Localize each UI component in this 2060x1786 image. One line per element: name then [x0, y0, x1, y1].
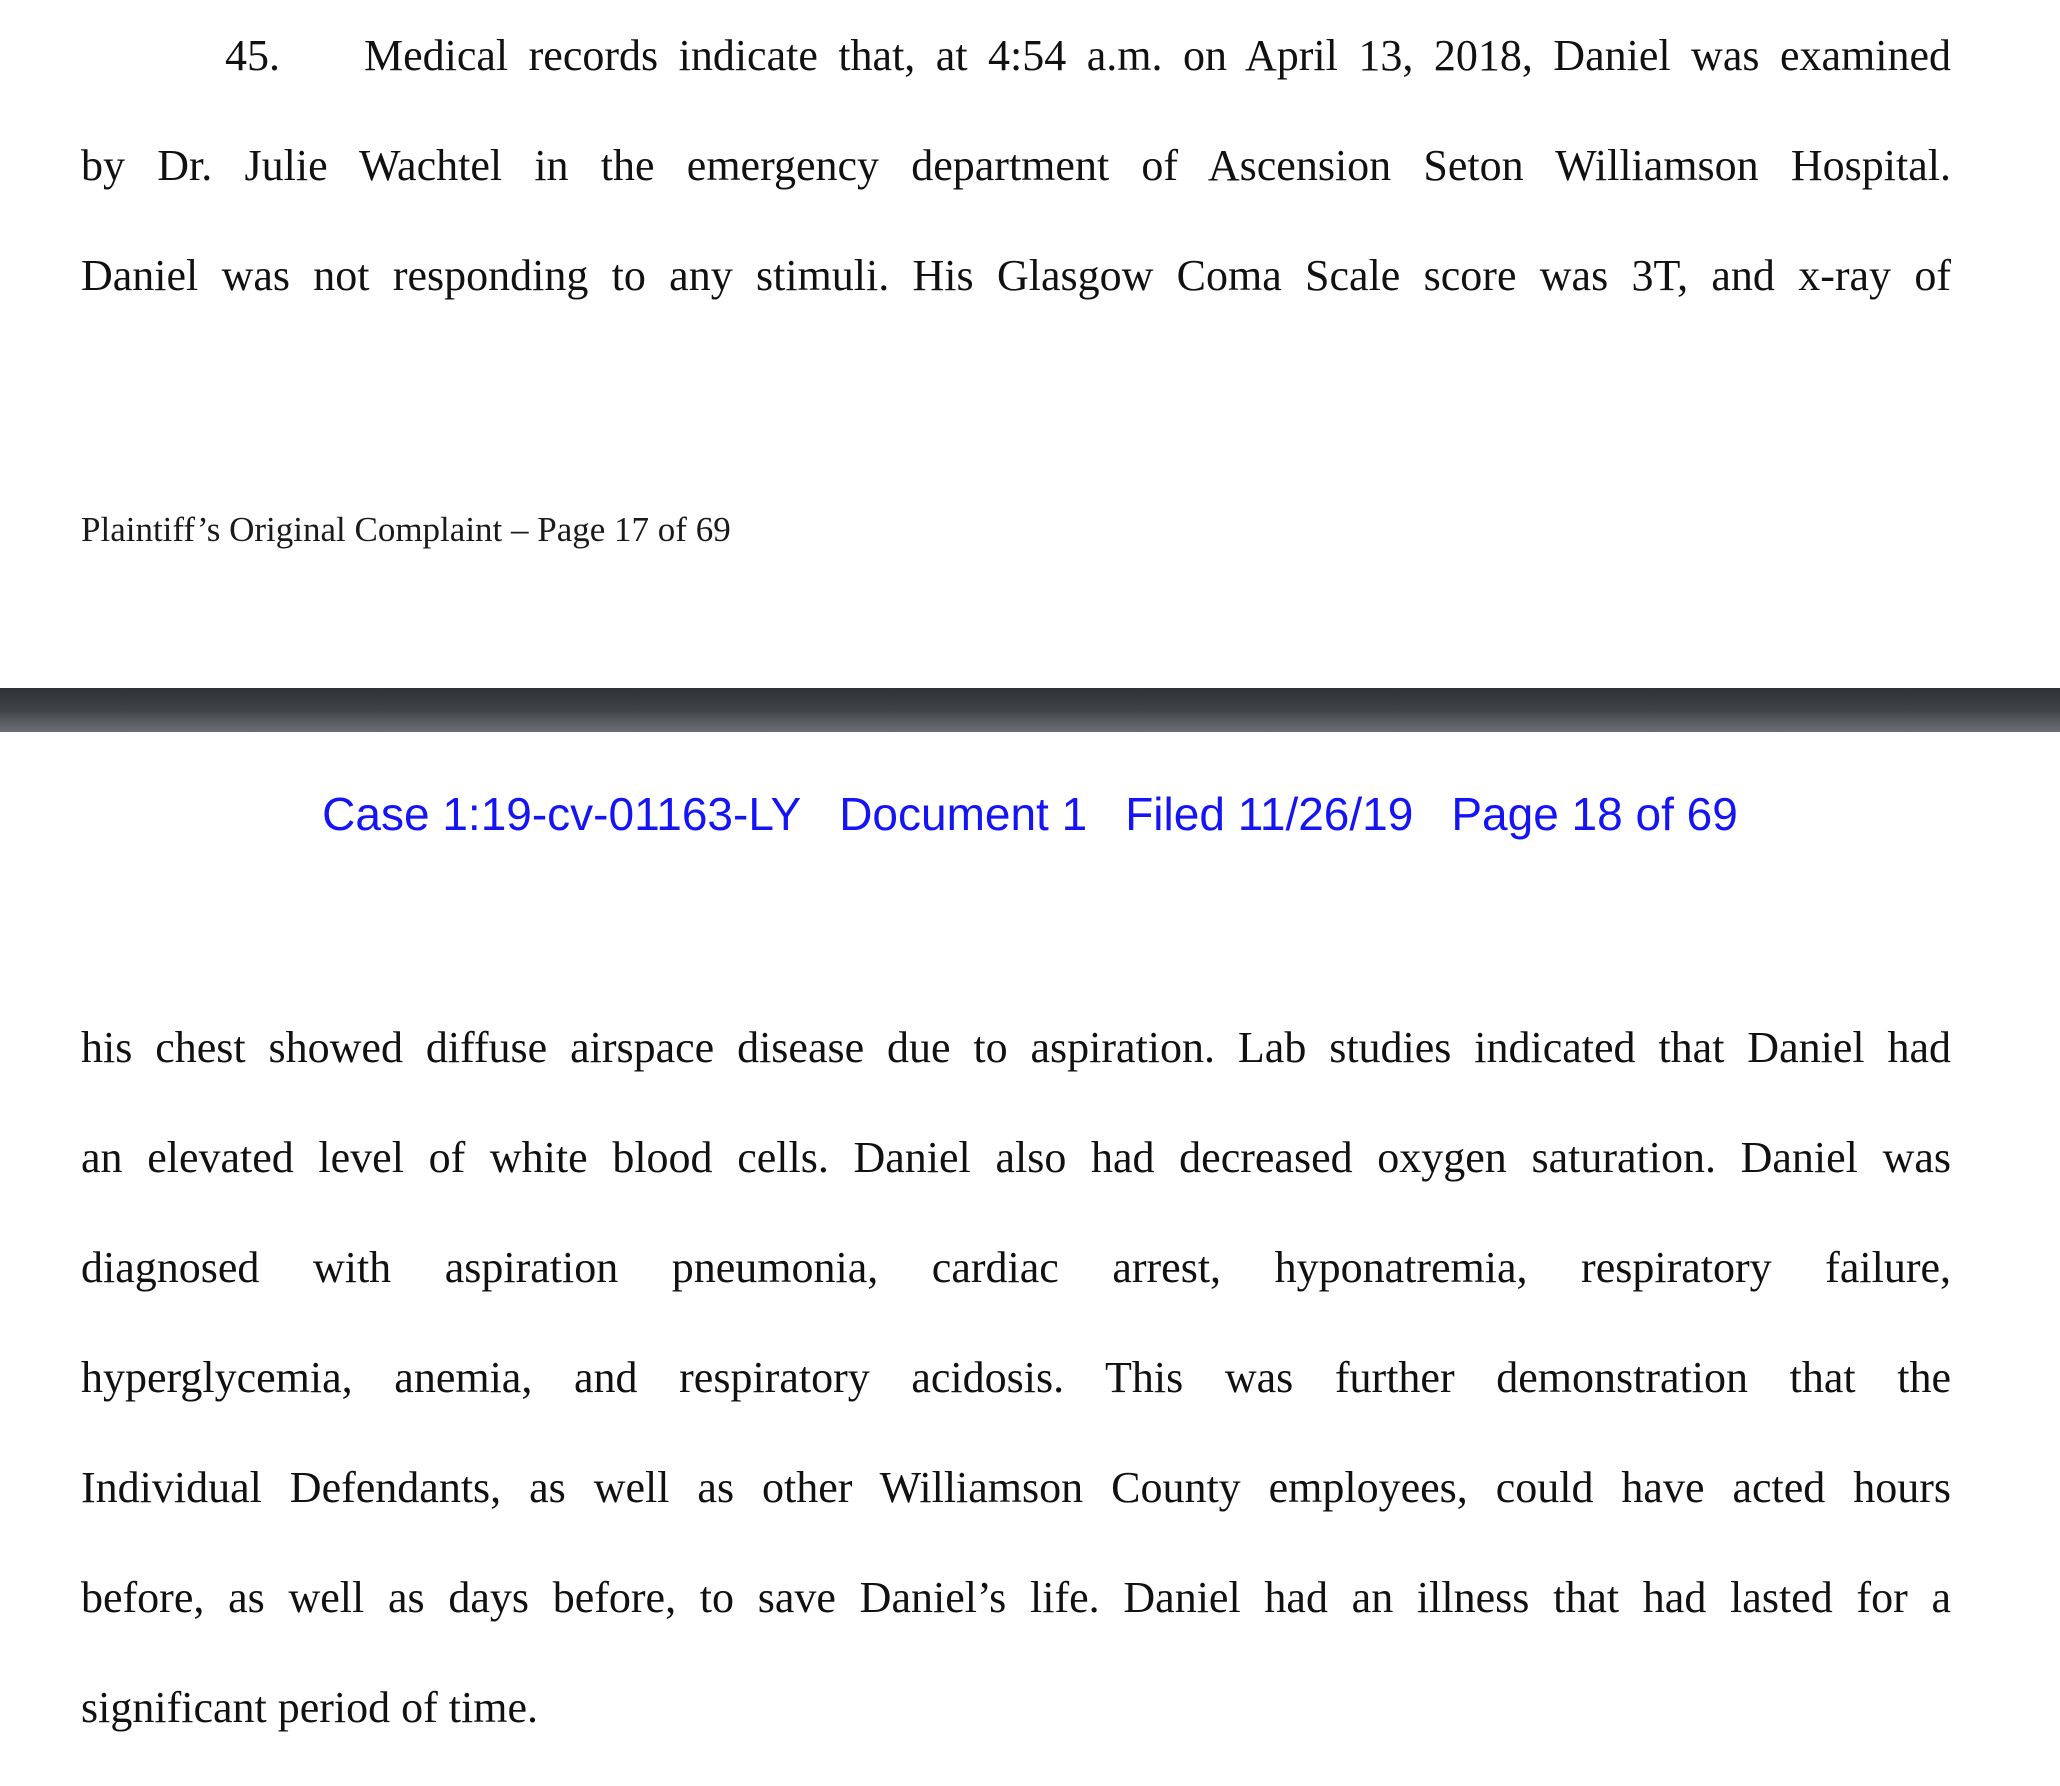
filed-date: Filed 11/26/19 — [1125, 788, 1414, 840]
paragraph-line-text: Medical records indicate that, at 4:54 a.m. on April 13, 2018, Daniel was examined — [364, 31, 1951, 80]
case-header — [0, 786, 2060, 842]
paragraph-line-2: an elevated level of white blood cells. Daniel also had decreased oxygen saturation. Daniel was — [81, 1133, 1951, 1182]
case-number: Case 1:19-cv-01163-LY — [322, 788, 802, 840]
paragraph-line-5: Individual Defendants, as well as other Williamson County employees, could have acted hours — [81, 1463, 1951, 1512]
paragraph-45-line-2: by Dr. Julie Wachtel in the emergency department of Ascension Seton Williamson Hospital. — [81, 141, 1951, 190]
page-18 — [0, 732, 2060, 1786]
paragraph-line-6: before, as well as days before, to save Daniel’s life. Daniel had an illness that had lasted for a — [81, 1573, 1951, 1622]
paragraph-line-3: diagnosed with aspiration pneumonia, cardiac arrest, hyponatremia, respiratory failure, — [81, 1243, 1951, 1292]
paragraph-number: 45. — [225, 31, 280, 80]
page-break-divider — [0, 688, 2060, 732]
document-number: Document 1 — [839, 788, 1088, 840]
paragraph-line-1: his chest showed diffuse airspace disease due to aspiration. Lab studies indicated that Daniel had — [81, 1023, 1951, 1072]
page-footer: Plaintiff’s Original Complaint – Page 17 of 69 — [81, 510, 731, 549]
page-number: Page 18 of 69 — [1451, 788, 1738, 840]
paragraph-line-4: hyperglycemia, anemia, and respiratory acidosis. This was further demonstration that the — [81, 1353, 1951, 1402]
page-17 — [0, 0, 2060, 688]
paragraph-45-line-3: Daniel was not responding to any stimuli. His Glasgow Coma Scale score was 3T, and x-ray of — [81, 251, 1951, 300]
paragraph-45-line-1 — [81, 30, 1951, 82]
paragraph-line-7: significant period of time. — [81, 1683, 538, 1732]
